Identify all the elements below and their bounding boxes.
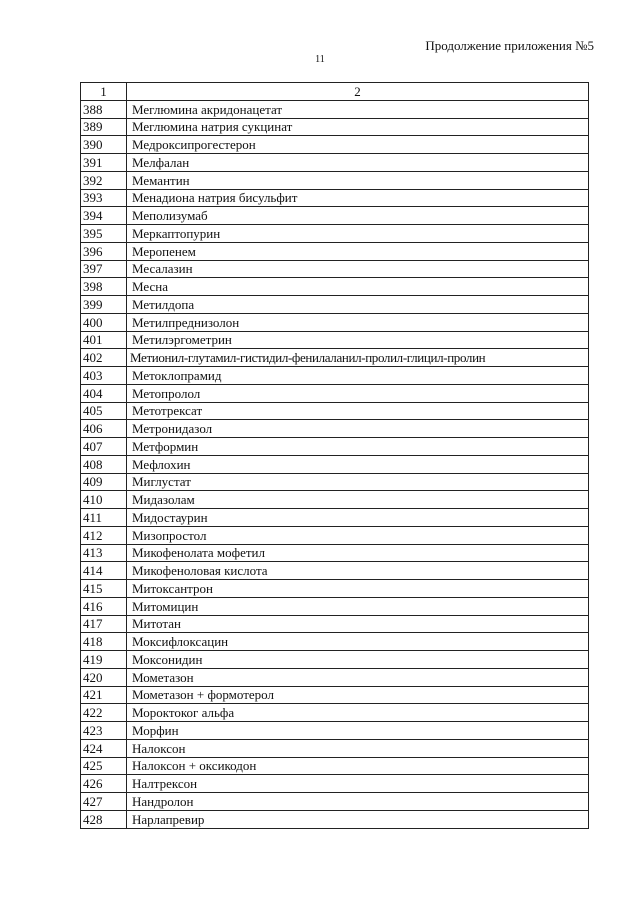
row-number-cell: 427 <box>81 793 127 811</box>
table-row <box>81 278 589 296</box>
row-number-cell: 426 <box>81 775 127 793</box>
row-number-cell: 393 <box>81 189 127 207</box>
column-header-name: 2 <box>127 83 589 101</box>
row-number-cell: 415 <box>81 580 127 598</box>
table-row <box>81 686 589 704</box>
drug-name-cell: Мефлохин <box>127 455 589 473</box>
table-row <box>81 810 589 828</box>
row-number-cell: 389 <box>81 118 127 136</box>
row-number-cell: 405 <box>81 402 127 420</box>
row-number-cell: 420 <box>81 668 127 686</box>
table-row <box>81 739 589 757</box>
table-header-row <box>81 83 589 101</box>
drug-name-cell: Меглюмина акридонацетат <box>127 100 589 118</box>
drug-name-cell: Нарлапревир <box>127 810 589 828</box>
row-number-cell: 400 <box>81 313 127 331</box>
row-number-cell: 399 <box>81 296 127 314</box>
drug-name-cell: Метилэргометрин <box>127 331 589 349</box>
drug-name-cell: Налоксон + оксикодон <box>127 757 589 775</box>
row-number-cell: 402 <box>81 349 127 367</box>
drug-name-cell: Моксифлоксацин <box>127 633 589 651</box>
row-number-cell: 418 <box>81 633 127 651</box>
drug-name-cell: Меропенем <box>127 242 589 260</box>
drug-name-cell: Меркаптопурин <box>127 225 589 243</box>
drug-name-cell: Метформин <box>127 438 589 456</box>
table-row <box>81 367 589 385</box>
table-row <box>81 171 589 189</box>
row-number-cell: 408 <box>81 455 127 473</box>
drug-name-cell: Мометазон + формотерол <box>127 686 589 704</box>
row-number-cell: 413 <box>81 544 127 562</box>
table-row <box>81 313 589 331</box>
drug-name-cell: Мемантин <box>127 171 589 189</box>
medication-table <box>80 82 589 829</box>
drug-name-cell: Месалазин <box>127 260 589 278</box>
row-number-cell: 391 <box>81 154 127 172</box>
row-number-cell: 396 <box>81 242 127 260</box>
table-row <box>81 118 589 136</box>
table-row <box>81 473 589 491</box>
row-number-cell: 411 <box>81 509 127 527</box>
row-number-cell: 417 <box>81 615 127 633</box>
table-row <box>81 225 589 243</box>
table-row <box>81 207 589 225</box>
table-row <box>81 668 589 686</box>
row-number-cell: 403 <box>81 367 127 385</box>
drug-name-cell: Микофенолата мофетил <box>127 544 589 562</box>
row-number-cell: 390 <box>81 136 127 154</box>
drug-name-cell: Метоклопрамид <box>127 367 589 385</box>
drug-name-cell: Метилпреднизолон <box>127 313 589 331</box>
row-number-cell: 395 <box>81 225 127 243</box>
table-row <box>81 544 589 562</box>
drug-name-cell: Месна <box>127 278 589 296</box>
drug-name-cell: Митоксантрон <box>127 580 589 598</box>
table-row <box>81 704 589 722</box>
row-number-cell: 419 <box>81 651 127 669</box>
row-number-cell: 410 <box>81 491 127 509</box>
row-number-cell: 421 <box>81 686 127 704</box>
drug-name-cell: Медроксипрогестерон <box>127 136 589 154</box>
drug-name-cell: Метопролол <box>127 384 589 402</box>
table-row <box>81 331 589 349</box>
drug-name-cell: Митотан <box>127 615 589 633</box>
row-number-cell: 394 <box>81 207 127 225</box>
row-number-cell: 424 <box>81 739 127 757</box>
table-row <box>81 438 589 456</box>
drug-name-cell: Мороктоког альфа <box>127 704 589 722</box>
table-row <box>81 260 589 278</box>
drug-name-cell: Метронидазол <box>127 420 589 438</box>
row-number-cell: 412 <box>81 526 127 544</box>
row-number-cell: 416 <box>81 597 127 615</box>
drug-name-cell: Меполизумаб <box>127 207 589 225</box>
table-row <box>81 420 589 438</box>
table-row <box>81 615 589 633</box>
table-row <box>81 722 589 740</box>
row-number-cell: 397 <box>81 260 127 278</box>
row-number-cell: 422 <box>81 704 127 722</box>
table-row <box>81 189 589 207</box>
drug-name-cell: Мометазон <box>127 668 589 686</box>
table-row <box>81 154 589 172</box>
table-row <box>81 136 589 154</box>
table-row <box>81 775 589 793</box>
table-row <box>81 597 589 615</box>
row-number-cell: 406 <box>81 420 127 438</box>
table-row <box>81 793 589 811</box>
page-number: 11 <box>315 54 325 65</box>
table-row <box>81 580 589 598</box>
table-row <box>81 349 589 367</box>
drug-name-cell: Моксонидин <box>127 651 589 669</box>
drug-name-cell: Микофеноловая кислота <box>127 562 589 580</box>
drug-name-cell: Менадиона натрия бисульфит <box>127 189 589 207</box>
drug-name-cell: Мелфалан <box>127 154 589 172</box>
table-row <box>81 384 589 402</box>
table-row <box>81 455 589 473</box>
drug-name-cell: Митомицин <box>127 597 589 615</box>
table-row <box>81 562 589 580</box>
drug-name-cell: Мидазолам <box>127 491 589 509</box>
drug-name-cell: Меглюмина натрия сукцинат <box>127 118 589 136</box>
drug-name-cell: Метионил-глутамил-гистидил-фенилаланил-пролил-глицил-пролин <box>127 349 589 367</box>
table-row <box>81 402 589 420</box>
drug-name-cell: Налтрексон <box>127 775 589 793</box>
drug-name-cell: Налоксон <box>127 739 589 757</box>
table-row <box>81 100 589 118</box>
table-row <box>81 296 589 314</box>
drug-name-cell: Морфин <box>127 722 589 740</box>
table-row <box>81 491 589 509</box>
table-row <box>81 509 589 527</box>
table-row <box>81 757 589 775</box>
drug-name-cell: Миглустат <box>127 473 589 491</box>
row-number-cell: 425 <box>81 757 127 775</box>
row-number-cell: 388 <box>81 100 127 118</box>
table-row <box>81 651 589 669</box>
row-number-cell: 423 <box>81 722 127 740</box>
row-number-cell: 404 <box>81 384 127 402</box>
row-number-cell: 407 <box>81 438 127 456</box>
row-number-cell: 398 <box>81 278 127 296</box>
table-body <box>81 100 589 828</box>
drug-name-cell: Метотрексат <box>127 402 589 420</box>
drug-name-cell: Мизопростол <box>127 526 589 544</box>
row-number-cell: 428 <box>81 810 127 828</box>
row-number-cell: 392 <box>81 171 127 189</box>
column-header-number: 1 <box>81 83 127 101</box>
table-row <box>81 242 589 260</box>
row-number-cell: 414 <box>81 562 127 580</box>
drug-name-cell: Метилдопа <box>127 296 589 314</box>
appendix-continuation-title: Продолжение приложения №5 <box>425 38 594 53</box>
row-number-cell: 401 <box>81 331 127 349</box>
drug-name-cell: Нандролон <box>127 793 589 811</box>
drug-name-cell: Мидостаурин <box>127 509 589 527</box>
table-row <box>81 526 589 544</box>
table-row <box>81 633 589 651</box>
row-number-cell: 409 <box>81 473 127 491</box>
